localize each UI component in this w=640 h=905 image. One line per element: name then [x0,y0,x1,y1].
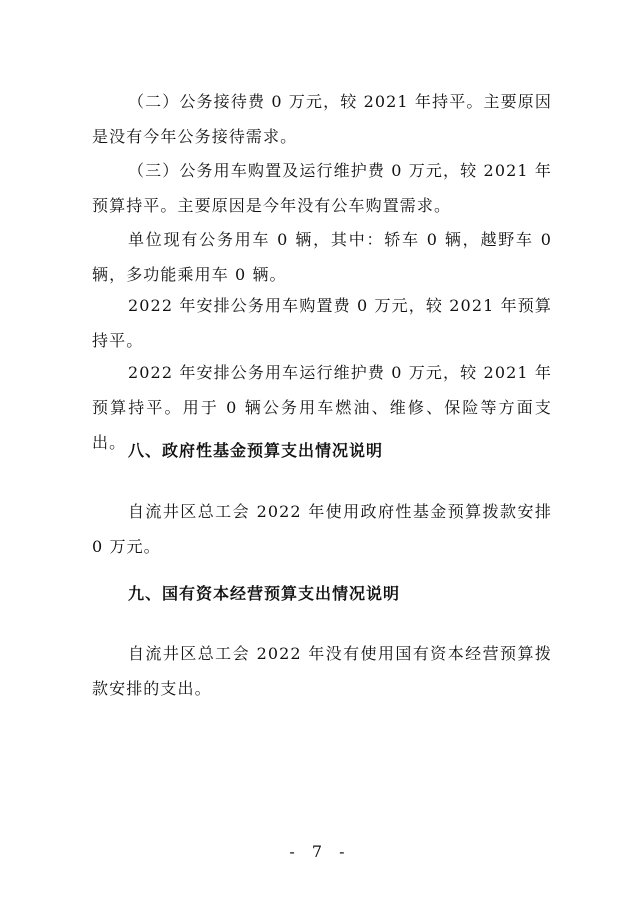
section-heading-state-capital: 九、国有资本经营预算支出情况说明 [128,584,401,603]
paragraph-reception-fee: （二）公务接待费 0 万元，较 2021 年持平。主要原因是没有今年公务接待需求。 [92,92,552,146]
paragraph-state-capital: 自流井区总工会 2022 年没有使用国有资本经营预算拨款安排的支出。 [92,644,552,698]
paragraph-vehicle-count: 单位现有公务用车 0 辆，其中：轿车 0 辆，越野车 0 辆，多功能乘用车 0 辆。 [92,230,552,284]
paragraph-vehicle-maintenance: 2022 年安排公务用车运行维护费 0 万元，较 2021 年预算持平。用于 0 辆公务用车燃油、维修、保险等方面支出。 [92,363,552,452]
section-heading-government-fund: 八、政府性基金预算支出情况说明 [128,441,384,460]
paragraph-vehicle-fee: （三）公务用车购置及运行维护费 0 万元，较 2021 年预算持平。主要原因是今年没有公车购置需求。 [92,161,552,215]
page-number: - 7 - [289,842,351,861]
paragraph-vehicle-purchase: 2022 年安排公务用车购置费 0 万元，较 2021 年预算持平。 [92,296,552,350]
paragraph-government-fund: 自流井区总工会 2022 年使用政府性基金预算拨款安排 0 万元。 [92,502,552,556]
